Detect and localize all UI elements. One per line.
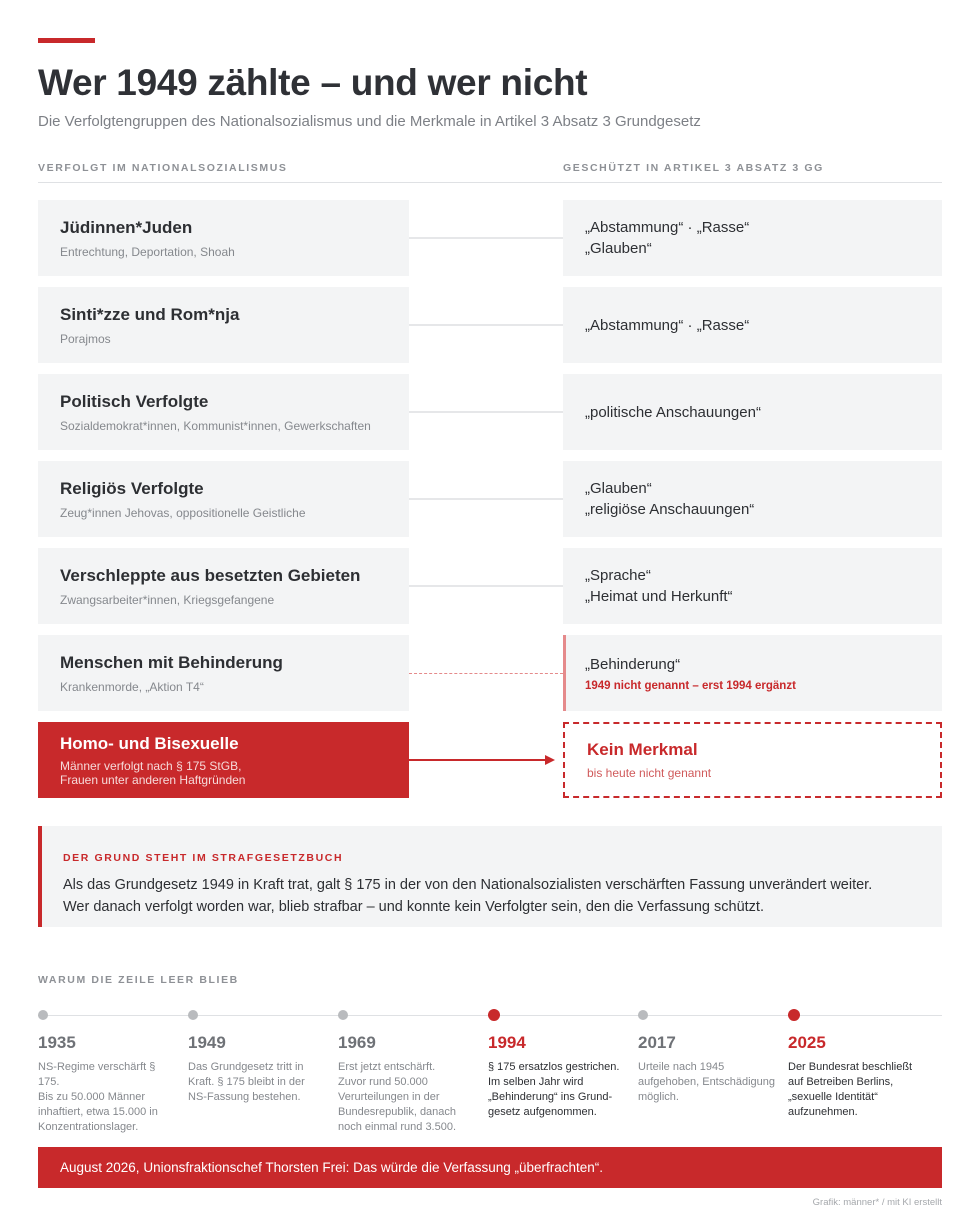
persecuted-group-card <box>38 635 409 711</box>
column-heading-protected: GESCHÜTZT IN ARTIKEL 3 ABSATZ 3 GG <box>563 162 824 174</box>
comparison-row <box>38 635 942 711</box>
page-title: Wer 1949 zählte – und wer nicht <box>38 62 588 103</box>
group-name: Verschleppte aus besetzten Gebieten <box>60 566 361 585</box>
credit-line: Grafik: männer* / mit KI erstellt <box>812 1197 942 1208</box>
persecuted-group-card <box>38 374 409 450</box>
timeline-year: 1949 <box>188 1033 226 1052</box>
group-name: Homo- und Bisexuelle <box>60 734 239 753</box>
timeline-text <box>38 1060 178 1135</box>
timeline-text-line: Kraft. § 175 bleibt in der <box>188 1076 305 1088</box>
reason-line: Wer danach verfolgt worden war, blieb strafbar – und konnte kein Verfolgter sein, den die Verfassung schützt. <box>63 899 764 915</box>
connector-line <box>409 585 563 587</box>
group-detail-line: Männer verfolgt nach § 175 StGB, <box>60 759 242 773</box>
timeline-item <box>638 1010 778 1105</box>
timeline-text-line: „Behinderung“ ins Grund- <box>488 1091 613 1103</box>
persecuted-group-card <box>38 200 409 276</box>
timeline-text-line: Verurteilungen in der <box>338 1091 440 1103</box>
dashed-connector-line <box>409 673 563 674</box>
protected-feature-card <box>563 548 942 624</box>
timeline-text <box>188 1060 328 1105</box>
connector-line <box>409 324 563 326</box>
protected-feature-card <box>563 374 942 450</box>
reason-line: Als das Grundgesetz 1949 in Kraft trat, galt § 175 in der von den Nationalsozialisten verschärften Fassung unverändert weiter. <box>63 877 873 893</box>
timeline-text-line: NS-Fassung bestehen. <box>188 1091 301 1103</box>
timeline-dot-icon <box>338 1010 348 1020</box>
timeline-year: 1969 <box>338 1033 376 1052</box>
group-name: Jüdinnen*Juden <box>60 218 193 237</box>
timeline-text-line: inhaftiert, etwa 15.000 in <box>38 1106 158 1118</box>
connector-line <box>409 237 563 239</box>
timeline-text-line: auf Betreiben Berlins, <box>788 1076 894 1088</box>
timeline-year: 2025 <box>788 1033 826 1052</box>
protected-feature: „religiöse Anschauungen“ <box>585 501 755 518</box>
timeline-text-line: gesetz aufgenommen. <box>488 1106 597 1118</box>
timeline-dot-icon <box>488 1009 500 1021</box>
timeline-text-line: Konzentrationslager. <box>38 1121 139 1133</box>
group-detail-line: Frauen unter anderen Haftgründen <box>60 773 246 787</box>
protected-feature-card <box>563 287 942 363</box>
group-detail: Porajmos <box>60 332 111 346</box>
timeline-text <box>788 1060 928 1120</box>
timeline-text-line: Urteile nach 1945 <box>638 1061 725 1073</box>
timeline-text-line: aufgehoben, Entschädigung <box>638 1076 776 1088</box>
timeline-dot-icon <box>188 1010 198 1020</box>
protected-feature: „politische Anschauungen“ <box>585 403 761 421</box>
group-name: Menschen mit Behinderung <box>60 653 283 672</box>
group-detail: Zwangsarbeiter*innen, Kriegsgefangene <box>60 593 275 607</box>
protected-feature: „Glauben“ <box>585 240 652 257</box>
timeline-item <box>338 1010 478 1135</box>
protected-feature: „Glauben“ <box>585 480 652 497</box>
timeline-item-highlight <box>788 1010 928 1120</box>
timeline-text-line: Erst jetzt entschärft. <box>338 1061 436 1073</box>
connector-line <box>409 498 563 500</box>
heading-divider <box>38 182 942 183</box>
comparison-row <box>38 287 942 363</box>
comparison-row <box>38 200 942 276</box>
persecuted-group-card-highlight <box>38 722 409 798</box>
accent-bar <box>38 38 95 43</box>
reason-callout <box>38 826 942 927</box>
reason-kicker: DER GRUND STEHT IM STRAFGESETZBUCH <box>63 852 344 864</box>
late-addition-note: 1949 nicht genannt – erst 1994 ergänzt <box>585 680 796 692</box>
timeline-dot-icon <box>788 1009 800 1021</box>
column-heading-persecuted: VERFOLGT IM NATIONALSOZIALISMUS <box>38 162 288 174</box>
timeline-dot-icon <box>38 1010 48 1020</box>
timeline-item-highlight <box>488 1010 628 1120</box>
protected-feature-card-late <box>563 635 942 711</box>
protected-feature-card <box>563 200 942 276</box>
arrow-right-icon <box>545 755 555 765</box>
group-name: Sinti*zze und Rom*nja <box>60 305 240 324</box>
timeline-text-line: NS-Regime verschärft § 175. <box>38 1061 156 1088</box>
no-feature-note: bis heute nicht genannt <box>587 766 712 780</box>
comparison-row <box>38 374 942 450</box>
timeline-text-line: Der Bundesrat beschließt <box>788 1061 913 1073</box>
group-detail: Krankenmorde, „Aktion T4“ <box>60 680 204 694</box>
comparison-row-highlight <box>38 722 942 798</box>
timeline-text-line: „sexuelle Identität“ <box>788 1091 878 1103</box>
timeline-text-line: möglich. <box>638 1091 679 1103</box>
timeline-text-line: Das Grundgesetz tritt in <box>188 1061 304 1073</box>
quote-banner: August 2026, Unionsfraktionschef Thorsten Frei: Das würde die Verfassung „überfrachten“. <box>38 1147 942 1188</box>
no-feature-card <box>563 722 942 798</box>
timeline-text-line: Bis zu 50.000 Männer <box>38 1091 146 1103</box>
group-detail: Sozialdemokrat*innen, Kommunist*innen, Gewerkschaften <box>60 419 371 433</box>
comparison-row <box>38 548 942 624</box>
timeline-item <box>38 1010 178 1135</box>
connector-line <box>409 411 563 413</box>
timeline-text-line: Bundesrepublik, danach <box>338 1106 457 1118</box>
group-detail: Zeug*innen Jehovas, oppositionelle Geistliche <box>60 506 306 520</box>
timeline-text-line: Zuvor rund 50.000 <box>338 1076 428 1088</box>
timeline-year: 2017 <box>638 1033 676 1052</box>
group-name: Religiös Verfolgte <box>60 479 204 498</box>
comparison-row <box>38 461 942 537</box>
timeline-text-line: Im selben Jahr wird <box>488 1076 584 1088</box>
protected-feature: „Abstammung“ · „Rasse“ <box>585 316 750 334</box>
timeline-year: 1994 <box>488 1033 526 1052</box>
timeline-heading: WARUM DIE ZEILE LEER BLIEB <box>38 974 239 986</box>
no-feature-label: Kein Merkmal <box>587 740 698 759</box>
timeline-text <box>488 1060 628 1120</box>
timeline-year: 1935 <box>38 1033 76 1052</box>
timeline-text-line: § 175 ersatzlos gestrichen. <box>488 1061 620 1073</box>
group-detail <box>60 759 387 787</box>
persecuted-group-card <box>38 461 409 537</box>
timeline-text-line: noch einmal rund 3.500. <box>338 1121 457 1133</box>
persecuted-group-card <box>38 548 409 624</box>
timeline-text <box>338 1060 478 1135</box>
timeline-text-line: aufzunehmen. <box>788 1106 858 1118</box>
page-subtitle: Die Verfolgtengruppen des Nationalsozialismus und die Merkmale in Artikel 3 Absatz 3 Grundgesetz <box>38 113 701 130</box>
protected-feature-card <box>563 461 942 537</box>
timeline-item <box>188 1010 328 1105</box>
persecuted-group-card <box>38 287 409 363</box>
protected-feature: „Behinderung“ <box>585 656 681 673</box>
reason-body <box>63 874 942 918</box>
timeline-dot-icon <box>638 1010 648 1020</box>
protected-feature: „Sprache“ <box>585 567 651 584</box>
group-detail: Entrechtung, Deportation, Shoah <box>60 245 235 259</box>
timeline-text <box>638 1060 778 1105</box>
arrow-connector-line <box>409 759 545 761</box>
protected-feature: „Heimat und Herkunft“ <box>585 588 733 605</box>
protected-feature: „Abstammung“ · „Rasse“ <box>585 219 750 236</box>
group-name: Politisch Verfolgte <box>60 392 209 411</box>
